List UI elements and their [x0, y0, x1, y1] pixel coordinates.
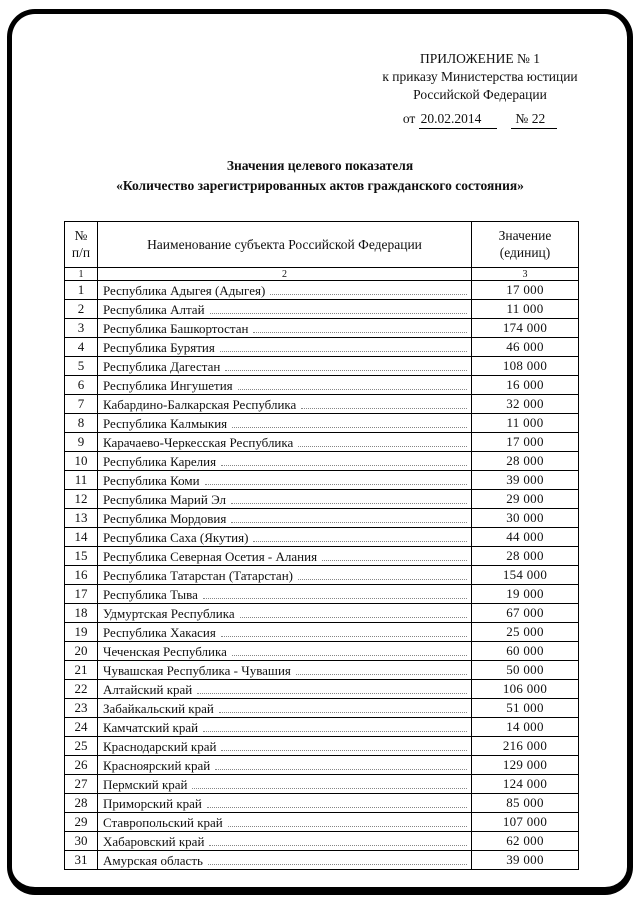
region-name: Республика Карелия	[103, 454, 217, 470]
document-title-line2: «Количество зарегистрированных актов гражданского состояния»	[116, 177, 524, 193]
row-value: 50 000	[472, 661, 579, 680]
region-name: Удмуртская Республика	[103, 606, 235, 622]
table-row	[65, 452, 579, 471]
row-value: 154 000	[472, 566, 579, 585]
row-number: 24	[65, 718, 98, 737]
dotted-leader	[203, 731, 467, 732]
region-name-cell	[98, 357, 472, 376]
dotted-leader	[240, 617, 467, 618]
row-number: 27	[65, 775, 98, 794]
dotted-leader	[270, 294, 467, 295]
region-name-cell	[98, 680, 472, 699]
row-number: 2	[65, 300, 98, 319]
row-value: 216 000	[472, 737, 579, 756]
row-number: 15	[65, 547, 98, 566]
row-number: 28	[65, 794, 98, 813]
table-row	[65, 737, 579, 756]
region-name-cell	[98, 338, 472, 357]
row-value: 25 000	[472, 623, 579, 642]
document-title	[0, 156, 640, 197]
region-name: Республика Башкортостан	[103, 321, 249, 337]
row-number: 12	[65, 490, 98, 509]
region-name-cell	[98, 281, 472, 300]
row-value: 30 000	[472, 509, 579, 528]
region-name: Чувашская Республика - Чувашия	[103, 663, 291, 679]
dotted-leader	[238, 389, 467, 390]
table-row	[65, 642, 579, 661]
row-value: 11 000	[472, 414, 579, 433]
table-row	[65, 338, 579, 357]
order-number: № 22	[511, 112, 557, 128]
region-name: Забайкальский край	[103, 701, 214, 717]
region-name-cell	[98, 699, 472, 718]
order-reference-line2: Российской Федерации	[413, 86, 547, 102]
row-number: 5	[65, 357, 98, 376]
row-number: 9	[65, 433, 98, 452]
region-name-cell	[98, 775, 472, 794]
table-row	[65, 623, 579, 642]
region-name: Кабардино-Балкарская Республика	[103, 397, 297, 413]
dotted-leader	[215, 769, 467, 770]
row-value: 28 000	[472, 547, 579, 566]
table-row	[65, 699, 579, 718]
order-reference-line1: к приказу Министерства юстиции	[382, 68, 578, 84]
table-row	[65, 547, 579, 566]
region-name: Республика Коми	[103, 473, 200, 489]
row-number: 11	[65, 471, 98, 490]
indicator-table	[64, 221, 579, 870]
row-value: 124 000	[472, 775, 579, 794]
row-value: 60 000	[472, 642, 579, 661]
dotted-leader	[197, 693, 467, 694]
table-row	[65, 471, 579, 490]
dotted-leader	[301, 408, 467, 409]
column-header-name: Наименование субъекта Российской Федерации	[98, 222, 472, 268]
column-number-3: 3	[472, 268, 579, 281]
table-row	[65, 718, 579, 737]
dotted-leader	[228, 826, 467, 827]
row-value: 174 000	[472, 319, 579, 338]
region-name-cell	[98, 794, 472, 813]
dotted-leader	[207, 807, 467, 808]
dotted-leader	[192, 788, 467, 789]
row-value: 107 000	[472, 813, 579, 832]
region-name: Алтайский край	[103, 682, 193, 698]
region-name: Республика Калмыкия	[103, 416, 228, 432]
region-name: Приморский край	[103, 796, 202, 812]
table-row	[65, 376, 579, 395]
table-row	[65, 813, 579, 832]
row-number: 30	[65, 832, 98, 851]
row-value: 11 000	[472, 300, 579, 319]
column-header-value: Значение (единиц)	[472, 222, 579, 268]
dotted-leader	[219, 712, 467, 713]
appendix-header	[334, 50, 626, 129]
region-name: Карачаево-Черкесская Республика	[103, 435, 294, 451]
column-number-2: 2	[98, 268, 472, 281]
row-value: 17 000	[472, 433, 579, 452]
column-header-number: № п/п	[65, 222, 98, 268]
row-number: 7	[65, 395, 98, 414]
row-number: 18	[65, 604, 98, 623]
dotted-leader	[231, 522, 467, 523]
dotted-leader	[221, 636, 467, 637]
row-number: 8	[65, 414, 98, 433]
dotted-leader	[220, 351, 467, 352]
row-number: 22	[65, 680, 98, 699]
region-name: Республика Дагестан	[103, 359, 221, 375]
row-value: 85 000	[472, 794, 579, 813]
region-name-cell	[98, 737, 472, 756]
table-row	[65, 433, 579, 452]
row-number: 20	[65, 642, 98, 661]
region-name-cell	[98, 851, 472, 870]
row-value: 29 000	[472, 490, 579, 509]
region-name-cell	[98, 661, 472, 680]
row-number: 16	[65, 566, 98, 585]
dotted-leader	[296, 674, 467, 675]
region-name-cell	[98, 813, 472, 832]
row-number: 10	[65, 452, 98, 471]
row-number: 4	[65, 338, 98, 357]
row-value: 44 000	[472, 528, 579, 547]
region-name-cell	[98, 604, 472, 623]
region-name-cell	[98, 832, 472, 851]
row-value: 28 000	[472, 452, 579, 471]
appendix-title: ПРИЛОЖЕНИЕ № 1	[419, 51, 541, 66]
row-number: 14	[65, 528, 98, 547]
table-row	[65, 490, 579, 509]
document-title-line1: Значения целевого показателя	[226, 157, 414, 173]
table-row	[65, 794, 579, 813]
table-row	[65, 832, 579, 851]
region-name: Республика Северная Осетия - Алания	[103, 549, 318, 565]
table-row	[65, 566, 579, 585]
dotted-leader	[221, 465, 467, 466]
region-name-cell	[98, 585, 472, 604]
row-number: 17	[65, 585, 98, 604]
region-name-cell	[98, 642, 472, 661]
row-number: 6	[65, 376, 98, 395]
region-name-cell	[98, 300, 472, 319]
region-name-cell	[98, 414, 472, 433]
region-name-cell	[98, 547, 472, 566]
region-name-cell	[98, 376, 472, 395]
table-body	[65, 281, 579, 870]
row-value: 14 000	[472, 718, 579, 737]
dotted-leader	[225, 370, 467, 371]
region-name-cell	[98, 566, 472, 585]
row-value: 17 000	[472, 281, 579, 300]
row-value: 16 000	[472, 376, 579, 395]
region-name: Ставропольский край	[103, 815, 223, 831]
row-number: 31	[65, 851, 98, 870]
dotted-leader	[210, 313, 467, 314]
table-row	[65, 775, 579, 794]
dotted-leader	[253, 541, 467, 542]
table-row	[65, 756, 579, 775]
table-row	[65, 851, 579, 870]
row-value: 46 000	[472, 338, 579, 357]
date-prefix: от	[402, 111, 416, 127]
row-number: 21	[65, 661, 98, 680]
region-name: Амурская область	[103, 853, 203, 869]
region-name: Республика Татарстан (Татарстан)	[103, 568, 293, 584]
region-name: Республика Ингушетия	[103, 378, 233, 394]
region-name: Республика Мордовия	[103, 511, 227, 527]
region-name: Чеченская Республика	[103, 644, 227, 660]
column-numbers-row	[65, 268, 579, 281]
table-row	[65, 281, 579, 300]
table-row	[65, 680, 579, 699]
row-number: 1	[65, 281, 98, 300]
table-row	[65, 528, 579, 547]
region-name: Республика Марий Эл	[103, 492, 226, 508]
row-number: 26	[65, 756, 98, 775]
order-date-line	[334, 110, 626, 128]
row-value: 39 000	[472, 851, 579, 870]
row-value: 51 000	[472, 699, 579, 718]
table-row	[65, 509, 579, 528]
table-row	[65, 585, 579, 604]
region-name: Республика Бурятия	[103, 340, 215, 356]
row-number: 29	[65, 813, 98, 832]
region-name: Камчатский край	[103, 720, 199, 736]
region-name: Республика Адыгея (Адыгея)	[103, 283, 266, 299]
table-header-row	[65, 222, 579, 268]
row-value: 108 000	[472, 357, 579, 376]
row-number: 25	[65, 737, 98, 756]
dotted-leader	[232, 655, 467, 656]
region-name-cell	[98, 623, 472, 642]
table-row	[65, 300, 579, 319]
row-number: 19	[65, 623, 98, 642]
dotted-leader	[203, 598, 467, 599]
row-number: 13	[65, 509, 98, 528]
dotted-leader	[298, 579, 467, 580]
region-name: Хабаровский край	[103, 834, 205, 850]
region-name-cell	[98, 395, 472, 414]
table-row	[65, 414, 579, 433]
row-number: 3	[65, 319, 98, 338]
row-value: 62 000	[472, 832, 579, 851]
region-name-cell	[98, 471, 472, 490]
region-name-cell	[98, 452, 472, 471]
table-row	[65, 357, 579, 376]
region-name: Краснодарский край	[103, 739, 217, 755]
dotted-leader	[209, 845, 467, 846]
region-name: Пермский край	[103, 777, 188, 793]
row-value: 67 000	[472, 604, 579, 623]
region-name: Республика Хакасия	[103, 625, 216, 641]
dotted-leader	[205, 484, 467, 485]
table-row	[65, 604, 579, 623]
dotted-leader	[253, 332, 467, 333]
region-name-cell	[98, 319, 472, 338]
region-name: Республика Тыва	[103, 587, 198, 603]
row-number: 23	[65, 699, 98, 718]
dotted-leader	[232, 427, 467, 428]
dotted-leader	[298, 446, 467, 447]
dotted-leader	[322, 560, 467, 561]
region-name: Республика Саха (Якутия)	[103, 530, 249, 546]
dotted-leader	[208, 864, 467, 865]
order-date: 20.02.2014	[419, 112, 498, 128]
region-name-cell	[98, 718, 472, 737]
region-name: Красноярский край	[103, 758, 211, 774]
row-value: 39 000	[472, 471, 579, 490]
row-value: 19 000	[472, 585, 579, 604]
dotted-leader	[221, 750, 467, 751]
row-value: 106 000	[472, 680, 579, 699]
region-name: Республика Алтай	[103, 302, 205, 318]
row-value: 129 000	[472, 756, 579, 775]
dotted-leader	[231, 503, 467, 504]
region-name-cell	[98, 433, 472, 452]
region-name-cell	[98, 509, 472, 528]
column-number-1: 1	[65, 268, 98, 281]
region-name-cell	[98, 756, 472, 775]
row-value: 32 000	[472, 395, 579, 414]
table-row	[65, 395, 579, 414]
region-name-cell	[98, 490, 472, 509]
region-name-cell	[98, 528, 472, 547]
table-row	[65, 319, 579, 338]
table-row	[65, 661, 579, 680]
